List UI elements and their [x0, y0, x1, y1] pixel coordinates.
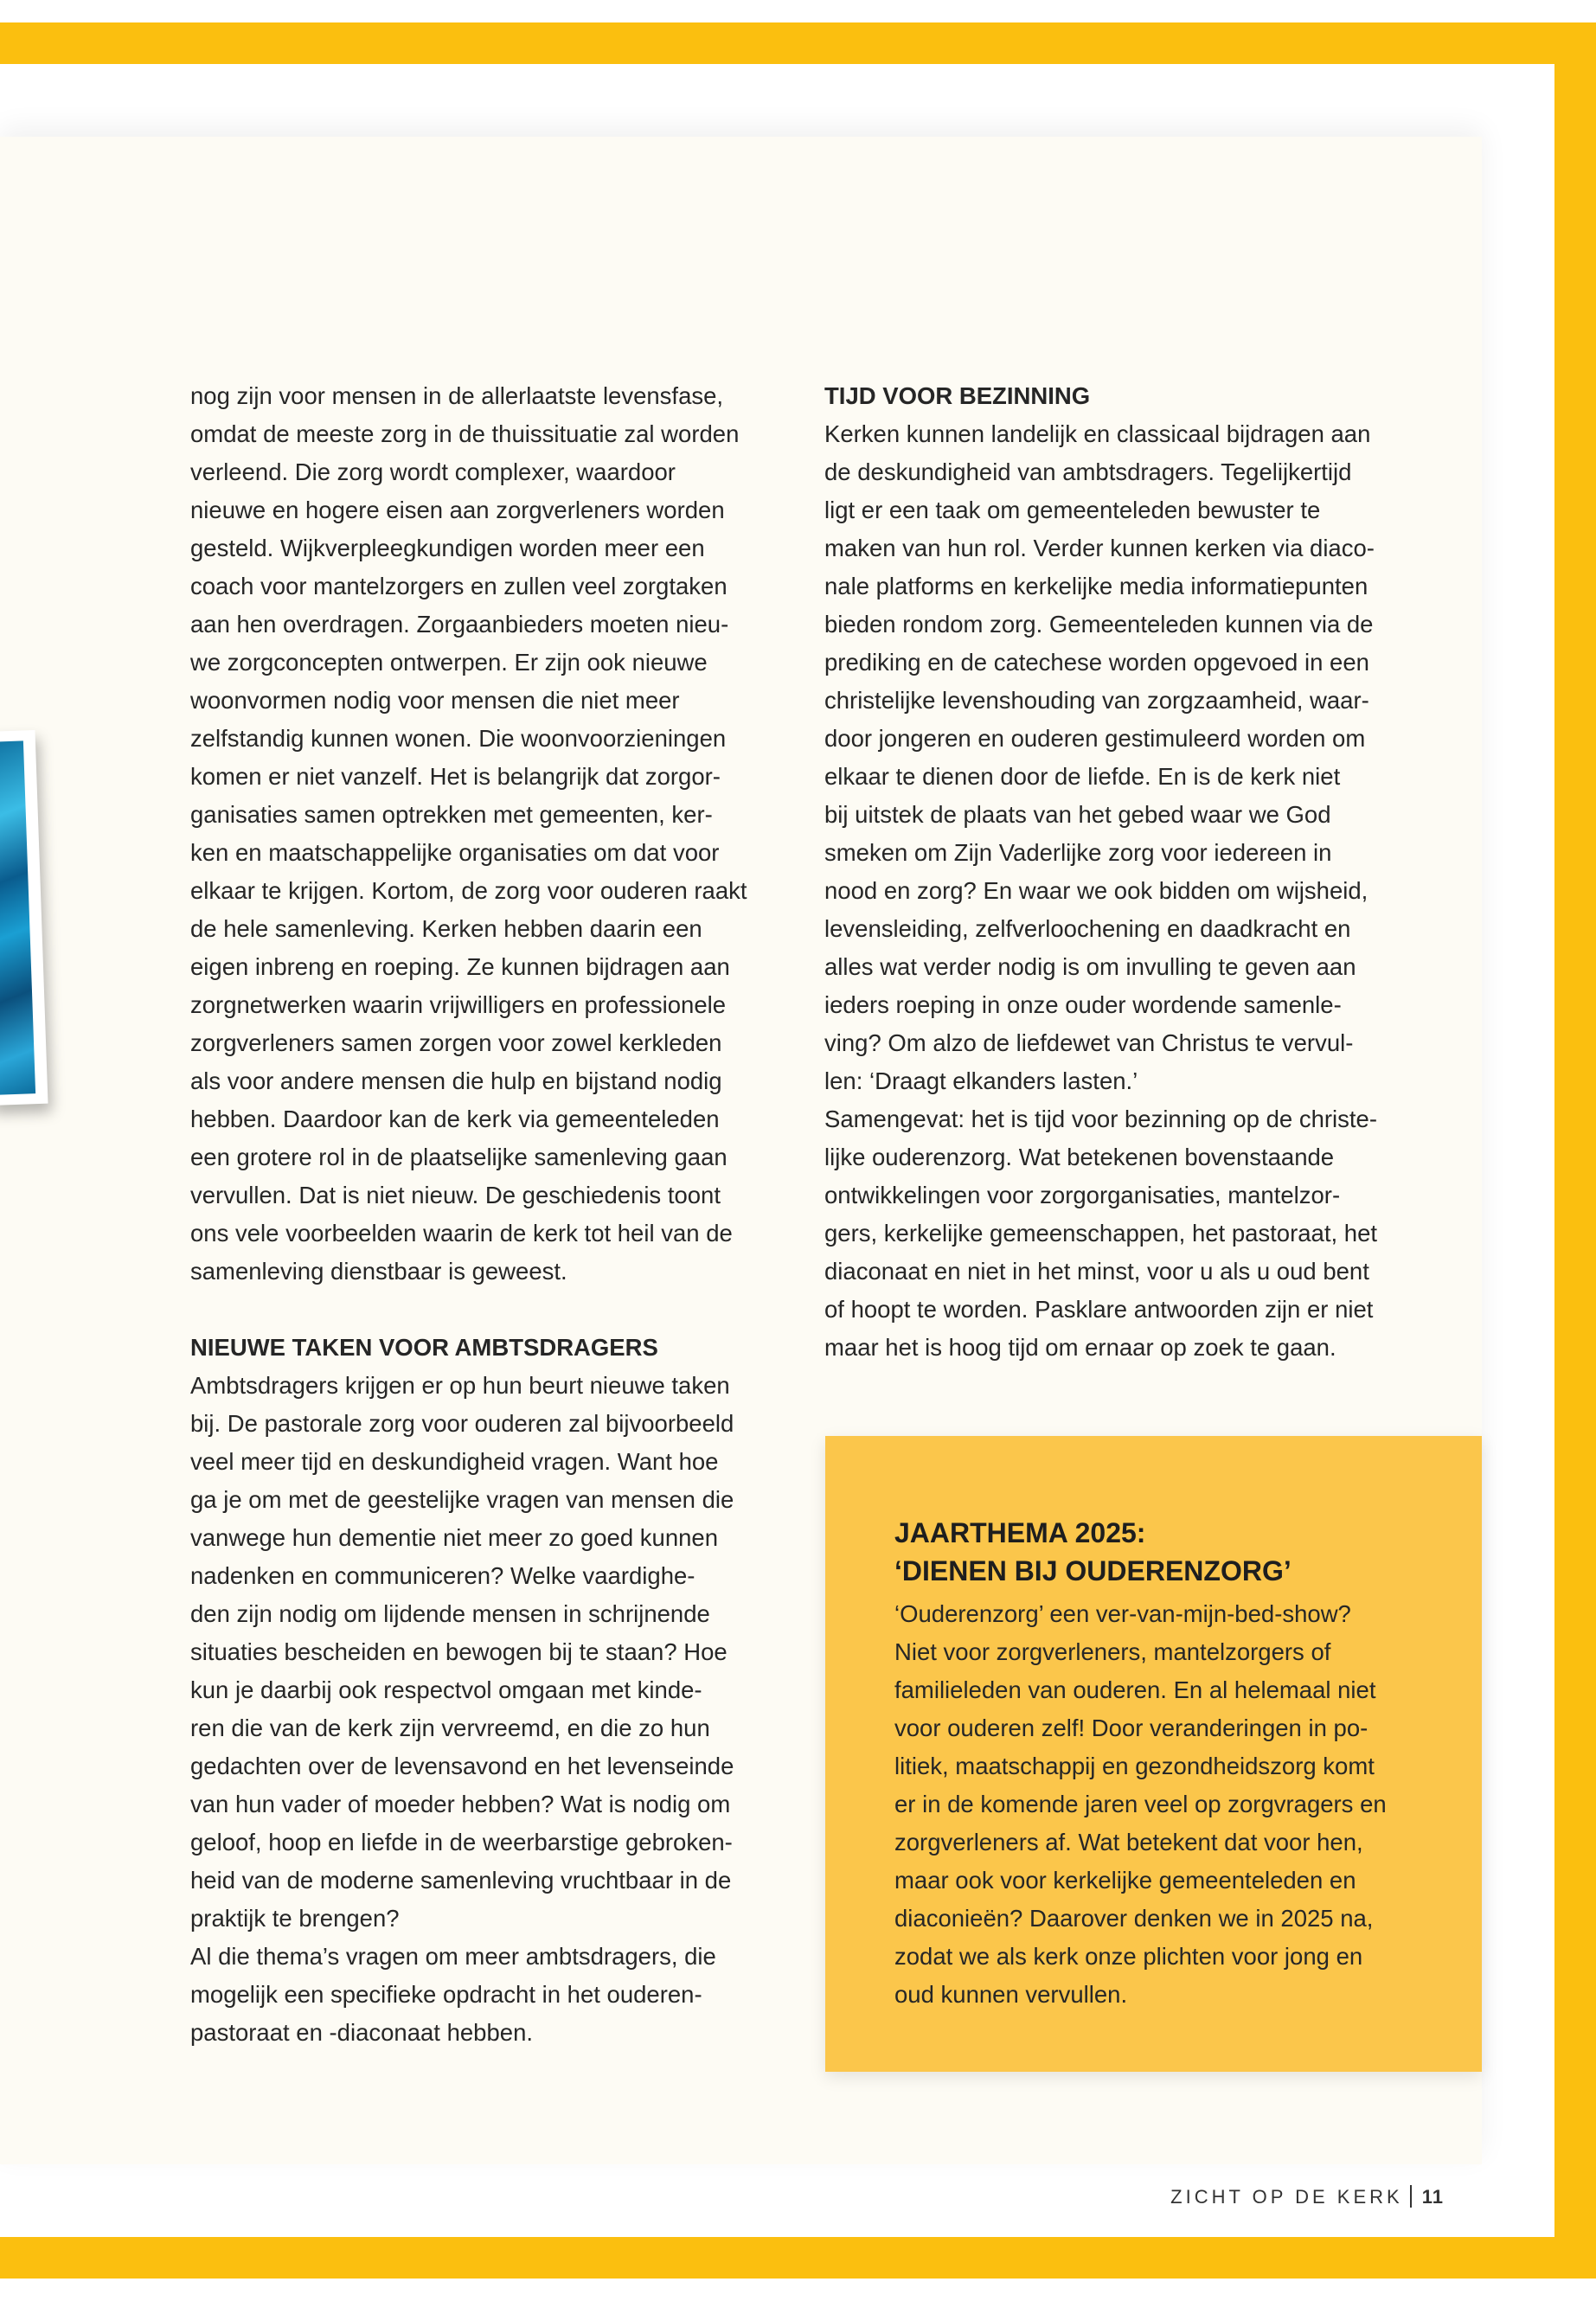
text-line: als voor andere mensen die hulp en bijstand nodig	[190, 1067, 722, 1094]
text-line: mogelijk een specifieke opdracht in het ouderen-	[190, 1981, 702, 2008]
text-line: eigen inbreng en roeping. Ze kunnen bijdragen aan	[190, 953, 730, 980]
text-line: een grotere rol in de plaatselijke samenleving gaan	[190, 1144, 727, 1170]
text-line: gers, kerkelijke gemeenschappen, het pastoraat, het	[824, 1220, 1377, 1247]
text-line: ‘Ouderenzorg’ een ver-van-mijn-bed-show?	[894, 1600, 1351, 1627]
theme-title-line: JAARTHEMA 2025:	[894, 1517, 1146, 1548]
text-line: verleend. Die zorg wordt complexer, waardoor	[190, 458, 676, 485]
text-line: samenleving dienstbaar is geweest.	[190, 1258, 567, 1285]
text-line: alles wat verder nodig is om invulling te geven aan	[824, 953, 1356, 980]
text-line: maar ook voor kerkelijke gemeenteleden en	[894, 1867, 1356, 1894]
text-line: aan hen overdragen. Zorgaanbieders moeten nieu-	[190, 611, 729, 638]
text-line: zodat we als kerk onze plichten voor jong en	[894, 1943, 1363, 1970]
text-line: diaconaat en niet in het minst, voor u als u oud bent	[824, 1258, 1369, 1285]
text-line: van hun vader of moeder hebben? Wat is nodig om	[190, 1791, 731, 1817]
theme-box	[825, 1436, 1482, 2072]
text-line: gedachten over de levensavond en het levenseinde	[190, 1753, 734, 1779]
text-line: Samengevat: het is tijd voor bezinning op de christe-	[824, 1106, 1377, 1132]
text-line: heid van de moderne samenleving vruchtbaar in de	[190, 1867, 732, 1894]
frame-top-border	[0, 22, 1554, 64]
text-line: oud kunnen vervullen.	[894, 1981, 1128, 2008]
text-line: zorgverleners af. Wat betekent dat voor hen,	[894, 1829, 1363, 1856]
text-line: Kerken kunnen landelijk en classicaal bijdragen aan	[824, 420, 1371, 447]
theme-title-line: ‘DIENEN BIJ OUDERENZORG’	[894, 1555, 1292, 1586]
text-line: nadenken en communiceren? Welke vaardighe-	[190, 1562, 695, 1589]
text-line: er in de komende jaren veel op zorgvragers en	[894, 1791, 1387, 1817]
text-line: prediking en de catechese worden opgevoed in een	[824, 649, 1369, 676]
text-line: we zorgconcepten ontwerpen. Er zijn ook nieuwe	[190, 649, 708, 676]
text-line: nog zijn voor mensen in de allerlaatste levensfase,	[190, 382, 724, 409]
right-column	[824, 377, 1421, 1367]
text-line: elkaar te krijgen. Kortom, de zorg voor ouderen raakt	[190, 877, 747, 904]
theme-box-body	[894, 1595, 1431, 2014]
text-line: Ambtsdragers krijgen er op hun beurt nieuwe taken	[190, 1372, 730, 1399]
text-line: de deskundigheid van ambtsdragers. Tegelijkertijd	[824, 458, 1352, 485]
text-line: ligt er een taak om gemeenteleden bewuster te	[824, 497, 1321, 523]
text-line: vervullen. Dat is niet nieuw. De geschiedenis toont	[190, 1182, 721, 1208]
paragraph-gap	[190, 1291, 787, 1329]
section-heading-ambtsdragers: NIEUWE TAKEN VOOR AMBTSDRAGERS	[190, 1334, 658, 1361]
page-footer	[1170, 2185, 1444, 2208]
text-line: ga je om met de geestelijke vragen van mensen die	[190, 1486, 734, 1513]
text-line: ken en maatschappelijke organisaties om dat voor	[190, 839, 720, 866]
text-line: diaconieën? Daarover denken we in 2025 na,	[894, 1905, 1374, 1932]
frame-right-border	[1554, 22, 1596, 2279]
text-line: litiek, maatschappij en gezondheidszorg komt	[894, 1753, 1375, 1779]
text-line: ontwikkelingen voor zorgorganisaties, mantelzor-	[824, 1182, 1341, 1208]
text-line: nieuwe en hogere eisen aan zorgverleners worden	[190, 497, 725, 523]
text-line: den zijn nodig om lijdende mensen in schrijnende	[190, 1600, 710, 1627]
text-line: Al die thema’s vragen om meer ambtsdragers, die	[190, 1943, 716, 1970]
text-line: praktijk te brengen?	[190, 1905, 400, 1932]
text-line: hebben. Daardoor kan de kerk via gemeenteleden	[190, 1106, 720, 1132]
text-line: woonvormen nodig voor mensen die niet meer	[190, 687, 680, 714]
text-line: coach voor mantelzorgers en zullen veel zorgtaken	[190, 573, 727, 599]
text-line: bieden rondom zorg. Gemeenteleden kunnen via de	[824, 611, 1374, 638]
theme-box-title	[894, 1514, 1431, 1590]
text-line: elkaar te dienen door de liefde. En is de kerk niet	[824, 763, 1341, 790]
photo-image	[0, 740, 35, 1095]
text-line: bij uitstek de plaats van het gebed waar we God	[824, 801, 1331, 828]
text-line: kun je daarbij ook respectvol omgaan met kinde-	[190, 1676, 702, 1703]
text-line: levensleiding, zelfverloochening en daadkracht en	[824, 915, 1351, 942]
text-line: ren die van de kerk zijn vervreemd, en die zo hun	[190, 1715, 710, 1741]
text-line: situaties bescheiden en bewogen bij te staan? Hoe	[190, 1638, 727, 1665]
text-line: bij. De pastorale zorg voor ouderen zal bijvoorbeeld	[190, 1410, 734, 1437]
text-line: ons vele voorbeelden waarin de kerk tot heil van de	[190, 1220, 733, 1247]
text-line: nood en zorg? En waar we ook bidden om wijsheid,	[824, 877, 1368, 904]
text-line: Niet voor zorgverleners, mantelzorgers of	[894, 1638, 1331, 1665]
text-line: of hoopt te worden. Pasklare antwoorden zijn er niet	[824, 1296, 1374, 1323]
left-section-text	[190, 1367, 787, 2052]
text-line: lijke ouderenzorg. Wat betekenen bovenstaande	[824, 1144, 1335, 1170]
text-line: pastoraat en -diaconaat hebben.	[190, 2019, 533, 2046]
text-line: maken van hun rol. Verder kunnen kerken via diaco-	[824, 535, 1375, 561]
text-line: nale platforms en kerkelijke media informatiepunten	[824, 573, 1368, 599]
text-line: gesteld. Wijkverpleegkundigen worden meer een	[190, 535, 705, 561]
page-number: 11	[1421, 2186, 1444, 2208]
text-line: zelfstandig kunnen wonen. Die woonvoorzieningen	[190, 725, 727, 752]
text-line: ganisaties samen optrekken met gemeenten, ker-	[190, 801, 713, 828]
text-line: ieders roeping in onze ouder wordende samenle-	[824, 991, 1342, 1018]
text-line: familieleden van ouderen. En al helemaal niet	[894, 1676, 1376, 1703]
text-line: geloof, hoop en liefde in de weerbarstige gebroken-	[190, 1829, 733, 1856]
section-heading-bezinning: TIJD VOOR BEZINNING	[824, 382, 1091, 409]
text-line: veel meer tijd en deskundigheid vragen. Want hoe	[190, 1448, 719, 1475]
text-line: komen er niet vanzelf. Het is belangrijk dat zorgor-	[190, 763, 721, 790]
text-line: voor ouderen zelf! Door veranderingen in po-	[894, 1715, 1368, 1741]
frame-bottom-border	[0, 2237, 1554, 2279]
text-line: door jongeren en ouderen gestimuleerd worden om	[824, 725, 1366, 752]
text-line: christelijke levenshouding van zorgzaamheid, waar-	[824, 687, 1369, 714]
text-line: omdat de meeste zorg in de thuissituatie zal worden	[190, 420, 740, 447]
text-line: de hele samenleving. Kerken hebben daarin een	[190, 915, 702, 942]
right-section-text	[824, 415, 1421, 1367]
text-line: len: ‘Draagt elkanders lasten.’	[824, 1067, 1138, 1094]
text-line: vanwege hun dementie niet meer zo goed kunnen	[190, 1524, 719, 1551]
footer-divider	[1410, 2185, 1412, 2208]
text-line: zorgnetwerken waarin vrijwilligers en professionele	[190, 991, 727, 1018]
left-column	[190, 377, 787, 2052]
magazine-name: ZICHT OP DE KERK	[1170, 2186, 1403, 2208]
text-line: smeken om Zijn Vaderlijke zorg voor iedereen in	[824, 839, 1332, 866]
left-intro-text	[190, 377, 787, 1291]
text-line: maar het is hoog tijd om ernaar op zoek te gaan.	[824, 1334, 1336, 1361]
text-line: ving? Om alzo de liefdewet van Christus te vervul-	[824, 1029, 1354, 1056]
text-line: zorgverleners samen zorgen voor zowel kerkleden	[190, 1029, 722, 1056]
